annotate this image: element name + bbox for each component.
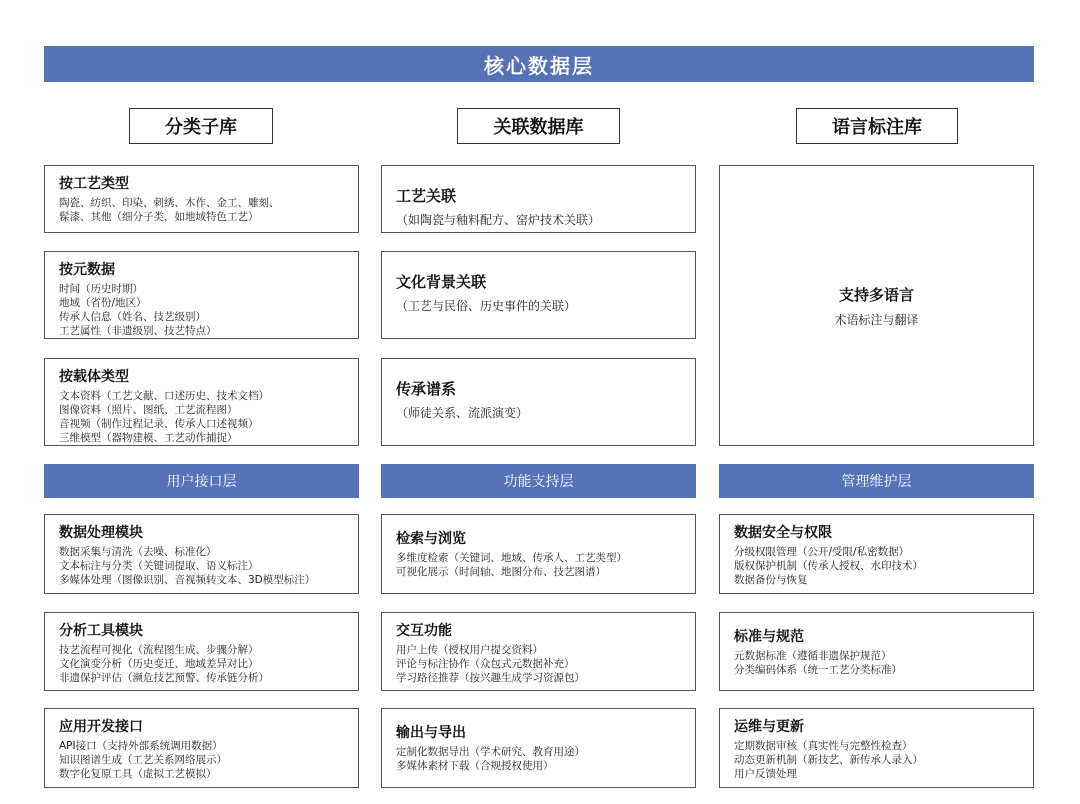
core-data-layer-banner: 核心数据层 <box>44 46 1034 82</box>
module-title: 检索与浏览 <box>396 531 466 547</box>
module-title: 分析工具模块 <box>59 623 143 639</box>
cultural-context-title: 文化背景关联 <box>396 273 487 291</box>
box-line: 地域（省份/地区） <box>59 297 147 309</box>
module-title: 标准与规范 <box>734 629 804 645</box>
module-title: 交互功能 <box>396 623 452 639</box>
language-annotation-header: 语言标注库 <box>796 108 958 144</box>
multilingual-box <box>719 165 1034 446</box>
box-line: 多媒体素材下载（合规授权使用） <box>396 760 554 772</box>
standards-module <box>719 612 1034 691</box>
carrier-type-box <box>44 358 359 446</box>
metadata-box <box>44 251 359 339</box>
box-line: 音视频（制作过程记录、传承人口述视频） <box>59 418 259 430</box>
module-title: 输出与导出 <box>396 725 466 741</box>
box-line: 文化演变分析（历史变迁、地域差异对比） <box>59 658 259 670</box>
output-export-module <box>381 708 696 788</box>
app-dev-interface-module <box>44 708 359 788</box>
box-line: 传承人信息（姓名、技艺级别） <box>59 311 206 323</box>
cultural-context-box <box>381 251 696 339</box>
box-line: 评论与标注协作（众包式元数据补充） <box>396 658 575 670</box>
box-line: 数据采集与清洗（去噪、标准化） <box>59 546 217 558</box>
carrier-type-title: 按载体类型 <box>59 369 129 385</box>
classification-library-header: 分类子库 <box>129 108 273 144</box>
box-line: API接口（支持外部系统调用数据） <box>59 740 223 752</box>
craft-relation-box <box>381 165 696 233</box>
box-line: 知识图谱生成（工艺关系网络展示） <box>59 754 227 766</box>
box-line: 多媒体处理（图像识别、音视频转文本、3D模型标注） <box>59 574 316 586</box>
management-layer-bar: 管理维护层 <box>719 464 1034 498</box>
search-browse-module <box>381 514 696 594</box>
box-line: 术语标注与翻译 <box>834 312 919 327</box>
metadata-title: 按元数据 <box>59 262 115 278</box>
craft-type-box <box>44 165 359 233</box>
box-line: 图像资料（照片、图纸、工艺流程图） <box>59 404 238 416</box>
box-line: 定期数据审核（真实性与完整性检查） <box>734 740 913 752</box>
craft-type-title: 按工艺类型 <box>59 176 129 192</box>
data-processing-module <box>44 514 359 594</box>
box-line: 技艺流程可视化（流程图生成、步骤分解） <box>59 644 259 656</box>
box-line: 三维模型（器物建模、工艺动作捕捉） <box>59 432 238 444</box>
box-line: 动态更新机制（新技艺、新传承人录入） <box>734 754 923 766</box>
box-line: 用户反馈处理 <box>734 768 797 780</box>
box-line: 数据备份与恢复 <box>734 574 808 586</box>
box-line: 文本资料（工艺文献、口述历史、技术文档） <box>59 390 269 402</box>
module-title: 数据处理模块 <box>59 525 143 541</box>
box-line: 非遗保护评估（濒危技艺预警、传承链分析） <box>59 672 269 684</box>
lineage-title: 传承谱系 <box>396 380 457 398</box>
box-line: 可视化展示（时间轴、地图分布、技艺图谱） <box>396 566 606 578</box>
craft-relation-title: 工艺关联 <box>396 187 457 205</box>
box-line: 文本标注与分类（关键词提取、语义标注） <box>59 560 259 572</box>
box-line: 分类编码体系（统一工艺分类标准） <box>734 664 902 676</box>
box-line: 版权保护机制（传承人授权、水印技术） <box>734 560 923 572</box>
multilingual-title: 支持多语言 <box>838 285 914 304</box>
box-line: 髹漆、其他（细分子类，如地域特色工艺） <box>59 211 259 223</box>
ops-update-module <box>719 708 1034 788</box>
box-line: 定制化数据导出（学术研究、教育用途） <box>396 746 585 758</box>
lineage-box <box>381 358 696 446</box>
module-title: 应用开发接口 <box>59 719 143 735</box>
box-line: 数字化复原工具（虚拟工艺模拟） <box>59 768 217 780</box>
box-line: 分级权限管理（公开/受限/私密数据） <box>734 546 910 558</box>
box-line: （工艺与民俗、历史事件的关联） <box>396 299 577 313</box>
box-line: 元数据标准（遵循非遗保护规范） <box>734 650 892 662</box>
relational-database-header: 关联数据库 <box>457 108 620 144</box>
box-line: 用户上传（授权用户提交资料） <box>396 644 543 656</box>
module-title: 运维与更新 <box>734 719 804 735</box>
analysis-tools-module <box>44 612 359 691</box>
box-line: 工艺属性（非遗级别、技艺特点） <box>59 325 217 337</box>
interaction-module <box>381 612 696 691</box>
box-line: （师徒关系、流派演变） <box>396 406 529 420</box>
module-title: 数据安全与权限 <box>734 525 832 541</box>
box-line: 多维度检索（关键词、地域、传承人、工艺类型） <box>396 552 627 564</box>
box-line: 时间（历史时期） <box>59 283 143 295</box>
user-interface-layer-bar: 用户接口层 <box>44 464 359 498</box>
box-line: 学习路径推荐（按兴趣生成学习资源包） <box>396 672 585 684</box>
security-permission-module <box>719 514 1034 594</box>
function-support-layer-bar: 功能支持层 <box>381 464 696 498</box>
box-line: （如陶瓷与釉料配方、窑炉技术关联） <box>396 213 601 227</box>
box-line: 陶瓷、纺织、印染、刺绣、木作、金工、雕刻、 <box>59 197 280 209</box>
